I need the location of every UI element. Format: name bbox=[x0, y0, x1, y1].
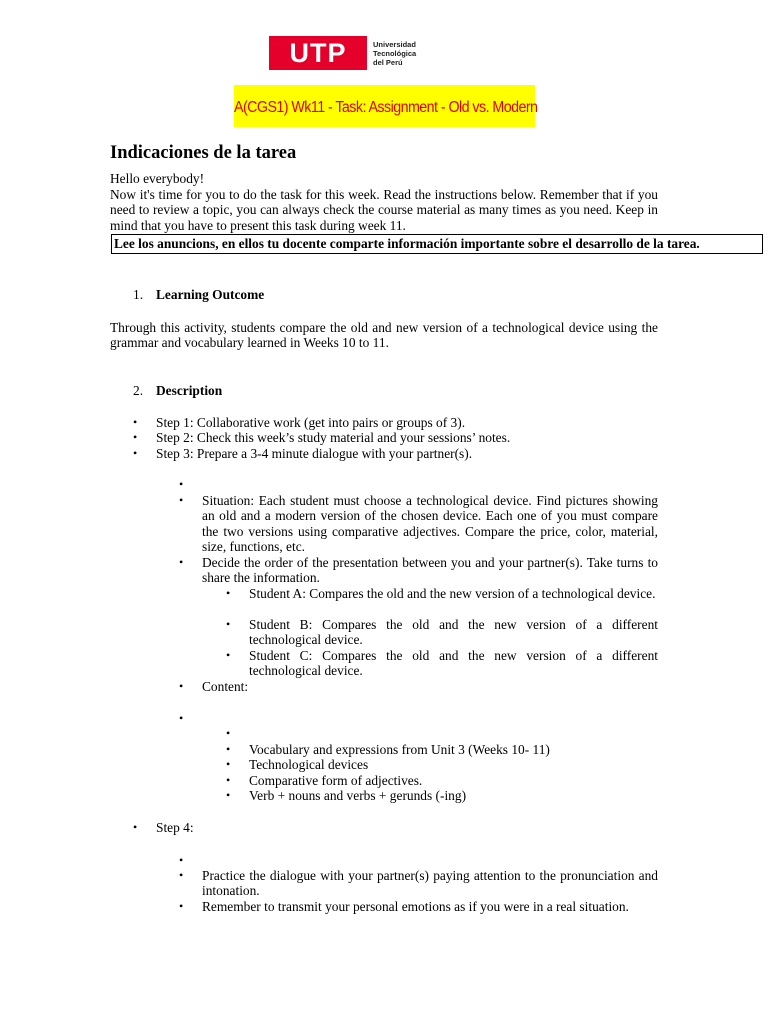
section-1-body: Through this activity, students compare the old and new version of a technological device using the grammar and vocabulary learned in Weeks 10 to 11. bbox=[110, 320, 658, 351]
bullet-icon: • bbox=[133, 820, 138, 834]
bullet-icon: • bbox=[179, 711, 184, 725]
step-1: Step 1: Collaborative work (get into pairs or groups of 3). bbox=[156, 415, 466, 430]
step-3-situation: Situation: Each student must choose a technological device. Find pictures showing an old and a modern version of the chosen device. Each one of you must compare the two versions using comparative adjectives. Compare the price, color, material, size, functions, etc. bbox=[202, 493, 658, 555]
student-c: Student C: Compares the old and the new version of a different technological device. bbox=[249, 648, 658, 679]
content-label: Content: bbox=[202, 679, 249, 694]
content-item: Comparative form of adjectives. bbox=[249, 773, 423, 788]
bullet-icon: • bbox=[133, 446, 138, 460]
section-2-title: Description bbox=[156, 383, 223, 398]
bullet-icon: • bbox=[133, 430, 138, 444]
title-banner-text: A(CGS1) Wk11 - Task: Assignment - Old vs. Modern bbox=[234, 99, 538, 116]
intro-greeting: Hello everybody! bbox=[110, 171, 205, 186]
title-banner bbox=[234, 85, 538, 127]
step-3-decide-order: Decide the order of the presentation between you and your partner(s). Take turns to share the information. bbox=[202, 555, 658, 586]
content-item: Verb + nouns and verbs + gerunds (-ing) bbox=[249, 788, 467, 803]
content-item: Vocabulary and expressions from Unit 3 (Weeks 10- 11) bbox=[249, 742, 550, 757]
bullet-icon: • bbox=[226, 773, 231, 787]
bullet-icon: • bbox=[226, 648, 231, 662]
content-item: Technological devices bbox=[249, 757, 369, 772]
bullet-icon: • bbox=[179, 679, 184, 693]
intro-body: Now it's time for you to do the task for this week. Read the instructions below. Remember that if you need to review a topic, you can always check the course material as many times as you need. Keep in mind that you have to present this task during week 11. bbox=[110, 187, 658, 233]
utp-logo-text: Universidad Tecnológica del Perú bbox=[373, 39, 417, 67]
bullet-icon: • bbox=[226, 617, 231, 631]
bullet-icon: • bbox=[226, 726, 231, 740]
section-1-number: 1. bbox=[133, 287, 144, 302]
utp-logo-mark: UTP bbox=[269, 36, 367, 70]
bullet-icon: • bbox=[179, 555, 184, 569]
step-2: Step 2: Check this week’s study material and your sessions’ notes. bbox=[156, 430, 511, 445]
step-3: Step 3: Prepare a 3-4 minute dialogue with your partner(s). bbox=[156, 446, 473, 461]
bullet-icon: • bbox=[179, 899, 184, 913]
student-b: Student B: Compares the old and the new version of a different technological device. bbox=[249, 617, 658, 648]
bullet-icon: • bbox=[179, 493, 184, 507]
section-1-title: Learning Outcome bbox=[156, 287, 265, 302]
bullet-icon: • bbox=[179, 868, 184, 882]
bullet-icon: • bbox=[179, 853, 184, 867]
step-4-practice: Practice the dialogue with your partner(s) paying attention to the pronunciation and intonation. bbox=[202, 868, 658, 899]
bullet-icon: • bbox=[226, 742, 231, 756]
student-a: Student A: Compares the old and the new version of a technological device. bbox=[249, 586, 656, 601]
bullet-icon: • bbox=[226, 757, 231, 771]
bullet-icon: • bbox=[133, 415, 138, 429]
bullet-icon: • bbox=[226, 788, 231, 802]
bullet-icon: • bbox=[179, 477, 184, 491]
step-4-emotions: Remember to transmit your personal emotions as if you were in a real situation. bbox=[202, 899, 629, 914]
utp-logo bbox=[269, 36, 416, 70]
section-2-number: 2. bbox=[133, 383, 144, 398]
step-4: Step 4: bbox=[156, 820, 194, 835]
page-title: Indicaciones de la tarea bbox=[110, 143, 297, 163]
announcement-notice: Lee los anuncions, en ellos tu docente comparte información importante sobre el desarrollo de la tarea. bbox=[111, 234, 763, 254]
bullet-icon: • bbox=[226, 586, 231, 600]
